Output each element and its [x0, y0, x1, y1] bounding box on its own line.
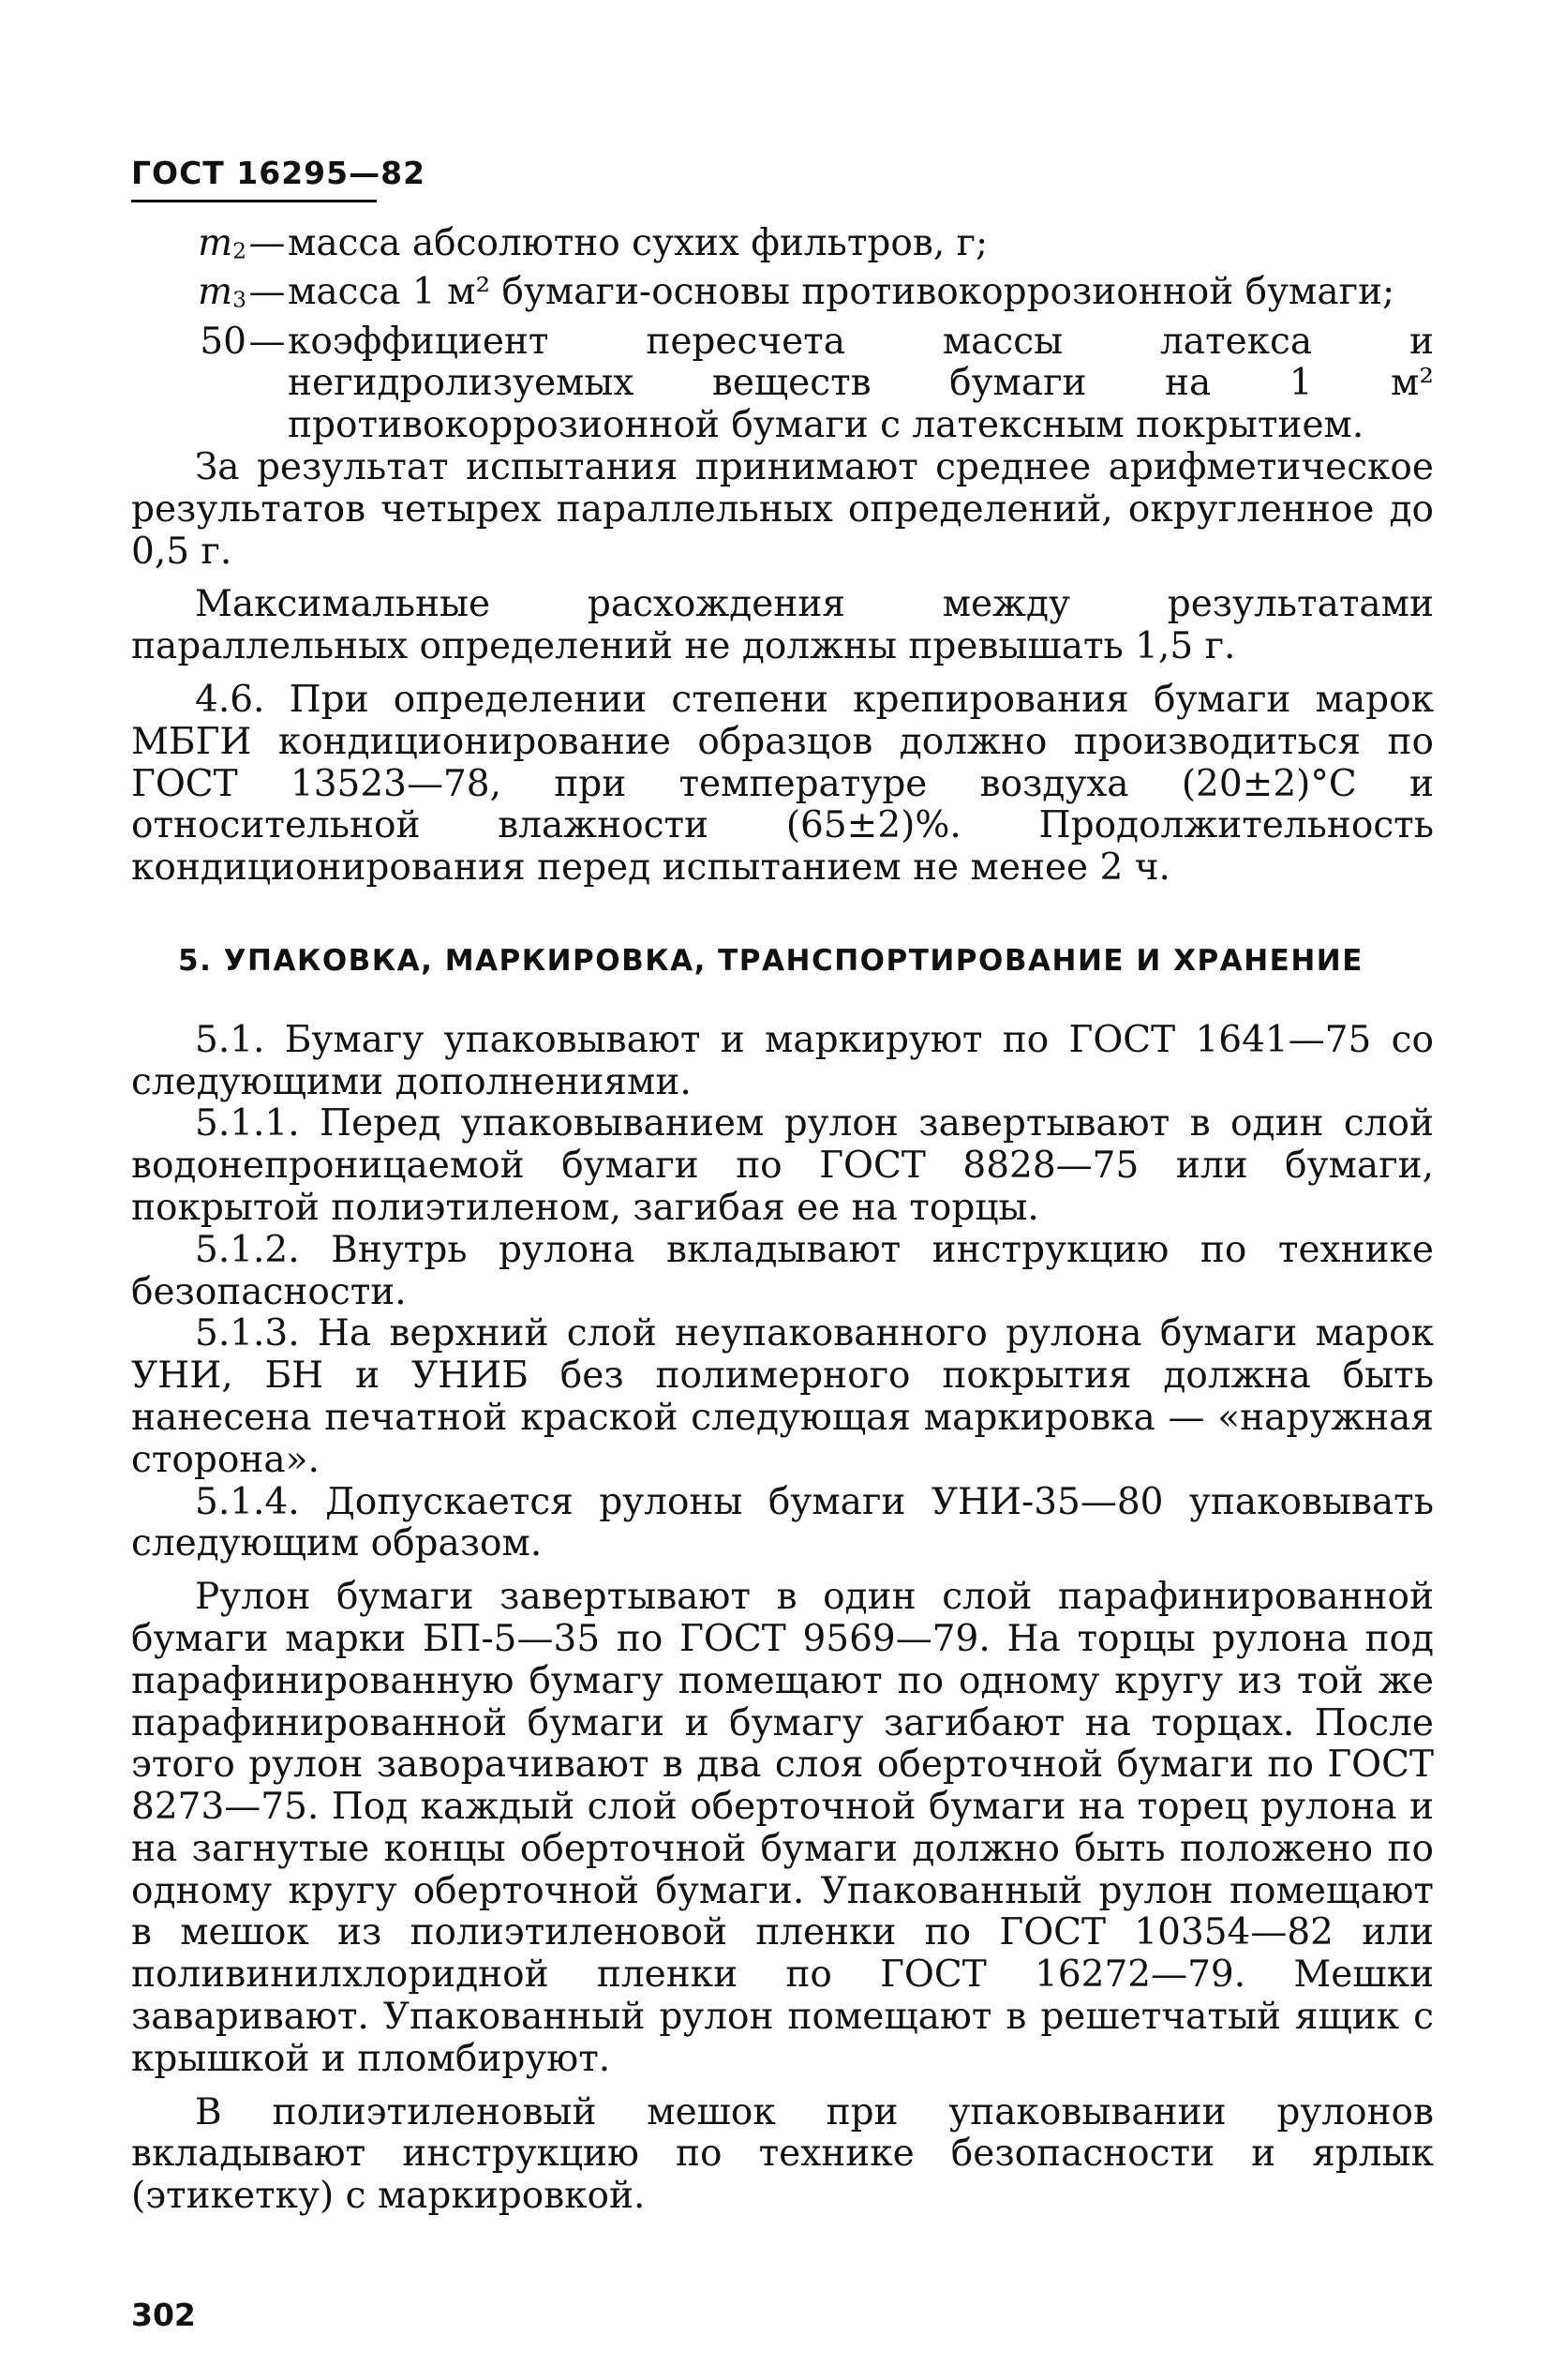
definition-dash: — — [248, 222, 286, 264]
document-header: ГОСТ 16295—82 — [131, 155, 426, 191]
paragraph: 5.1. Бумагу упаковывают и маркируют по ГОСТ 1641—75 со следующими дополнениями. — [131, 1018, 1434, 1103]
definition-dash: — — [248, 271, 286, 314]
page-number: 302 — [131, 2297, 196, 2333]
paragraph: Максимальные расхождения между результатами параллельных определений не должны превышать 1,5 г. — [131, 583, 1434, 668]
definition-item — [131, 322, 1434, 447]
definition-text: коэффициент пересчета массы латекса и негидролизуемых веществ бумаги на 1 м² противокоррозионной бумаги с латексным покрытием. — [288, 320, 1434, 447]
paragraph: 5.1.2. Внутрь рулона вкладывают инструкцию по технике безопасности. — [131, 1228, 1434, 1313]
definition-text: масса абсолютно сухих фильтров, г; — [288, 222, 989, 264]
paragraph: 5.1.3. На верхний слой неупакованного рулона бумаги марок УНИ, БН и УНИБ без полимерного покрытия должна быть нанесена печатной краской следующая маркировка — «наружная сторона». — [131, 1312, 1434, 1481]
section-title: 5. УПАКОВКА, МАРКИРОВКА, ТРАНСПОРТИРОВАНИЕ И ХРАНЕНИЕ — [178, 943, 1364, 978]
definition-symbol: $m_2$ — [198, 222, 246, 264]
definition-item — [131, 223, 1434, 272]
header-rule — [131, 200, 377, 202]
paragraph: 5.1.4. Допускается рулоны бумаги УНИ-35—80 упаковывать следующим образом. — [131, 1480, 1434, 1565]
paragraph: 4.6. При определении степени крепирования бумаги марок МБГИ кондиционирование образцов должно производиться по ГОСТ 13523—78, при температуре воздуха (20±2)°С и относительной влажности (65±2)%. Продолжительность кондиционирования перед испытанием не менее 2 ч. — [131, 678, 1434, 890]
paragraph: Рулон бумаги завертывают в один слой парафинированной бумаги марки БП-5—35 по ГОСТ 9569—79. На торцы рулона под парафинированную бумагу помещают по одному кругу из той же парафинированной бумаги и бумагу загибают на торцах. После этого рулон заворачивают в два слоя оберточной бумаги по ГОСТ 8273—75. Под каждый слой оберточной бумаги на торец рулона и на загнутые концы оберточной бумаги должно быть положено по одному кругу оберточной бумаги. Упакованный рулон помещают в мешок из полиэтиленовой пленки по ГОСТ 10354—82 или поливинилхлоридной пленки по ГОСТ 16272—79. Мешки заваривают. Упакованный рулон помещают в решетчатый ящик с крышкой и пломбируют. — [131, 1576, 1434, 2080]
definition-item — [131, 272, 1434, 321]
paragraph: За результат испытания принимают среднее арифметическое результатов четырех параллельных определений, округленное до 0,5 г. — [131, 445, 1434, 573]
paragraph: 5.1.1. Перед упаковыванием рулон завертывают в один слой водонепроницаемой бумаги по ГОСТ 8828—75 или бумаги, покрытой полиэтиленом, загибая ее на торцы. — [131, 1102, 1434, 1229]
paragraph: В полиэтиленовый мешок при упаковывании рулонов вкладывают инструкцию по технике безопасности и ярлык (этикетку) с маркировкой. — [131, 2090, 1434, 2218]
definition-text: масса 1 м² бумаги-основы противокоррозионной бумаги; — [288, 271, 1395, 314]
definition-symbol: 50 — [200, 320, 246, 363]
page-content — [131, 223, 1434, 2218]
definition-dash: — — [248, 320, 286, 363]
definition-symbol: $m_3$ — [198, 271, 246, 314]
